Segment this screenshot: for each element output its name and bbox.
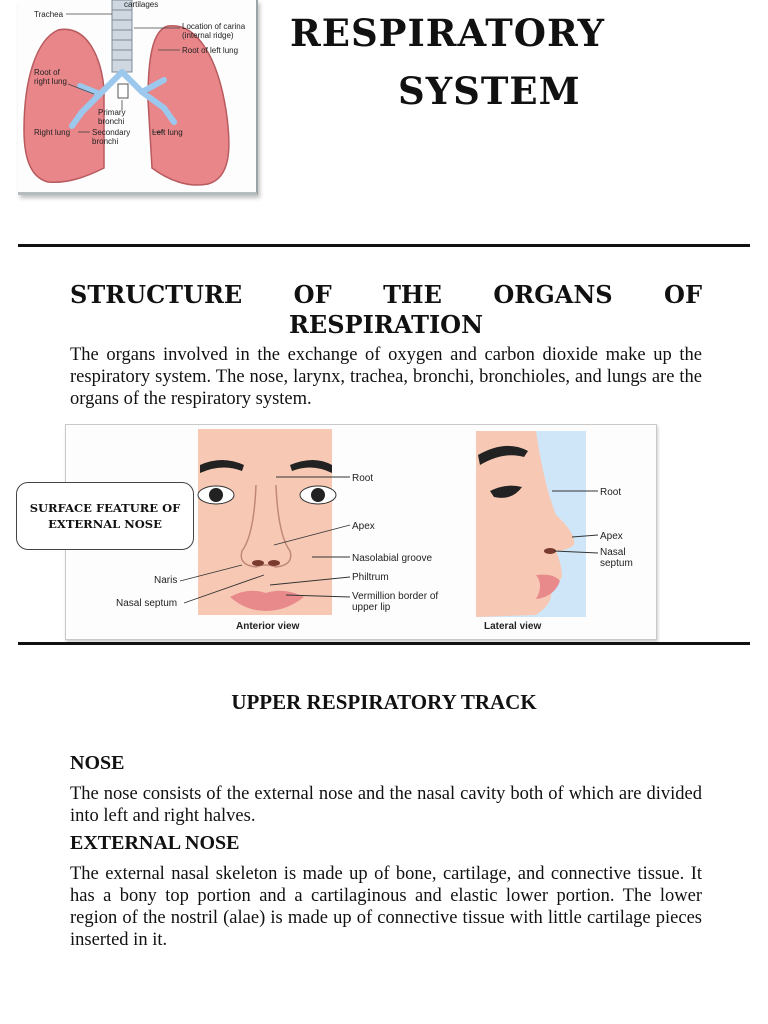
label-primary-bronchi: Primary bronchi [98, 108, 126, 126]
structure-heading-line-2: RESPIRATION [288, 310, 484, 339]
title-line-2: SYSTEM [398, 69, 581, 113]
anterior-septum-label: Nasal septum [116, 598, 178, 609]
external-nose-paragraph: The external nasal skeleton is made up of bone, cartilage, and connective tissue. It has a bony top portion and a cartilaginous and elastic lower portion. The lower region of the nostril (alae) is made up of connective tissue with little cartilage pieces inserted in it. [70, 864, 702, 950]
structure-paragraph: The organs involved in the exchange of oxygen and carbon dioxide make up the respiratory system. The nose, larynx, trachea, bronchi, bronchioles, and lungs are the organs of the respiratory system. [70, 345, 702, 409]
page-title [290, 4, 670, 120]
nose-heading: NOSE [70, 752, 125, 774]
divider-top [18, 244, 750, 247]
upper-heading: UPPER RESPIRATORY TRACK [231, 690, 537, 714]
anterior-apex-label: Apex [352, 521, 375, 532]
lateral-caption: Lateral view [484, 621, 542, 632]
label-carina: Location of carina (internal ridge) [182, 22, 246, 40]
title-line-1: RESPIRATORY [290, 11, 606, 55]
surface-feature-callout: SURFACE FEATURE OF EXTERNAL NOSE [16, 482, 194, 550]
nose-paragraph: The nose consists of the external nose and the nasal cavity both of which are divided into left and right halves. [70, 784, 702, 826]
anterior-naris-label: Naris [154, 575, 178, 586]
lungs-figure [18, 0, 258, 195]
label-secondary-bronchi: Secondary bronchi [92, 128, 131, 146]
label-root-left: Root of left lung [182, 46, 239, 55]
lateral-root-label: Root [600, 487, 622, 498]
trachea-shape [112, 0, 132, 72]
anterior-vermillion-label: Vermillion border of upper lip [352, 591, 439, 613]
structure-heading-line-1: STRUCTURE OF THE ORGANS OF [70, 280, 702, 309]
label-right-lung: Right lung [34, 128, 71, 137]
divider-middle [18, 642, 750, 645]
anterior-root-label: Root [352, 473, 374, 484]
anterior-face [198, 429, 332, 615]
label-cartilages: cartilages [124, 0, 159, 9]
lateral-apex-label: Apex [600, 531, 623, 542]
lateral-septum-label: Nasal septum [600, 547, 633, 569]
anterior-caption: Anterior view [236, 621, 300, 632]
label-trachea: Trachea [34, 10, 64, 19]
anterior-nasolabial-label: Nasolabial groove [352, 553, 433, 564]
label-root-right: Root of right lung [34, 68, 67, 86]
anterior-philtrum-label: Philtrum [352, 572, 389, 583]
external-nose-heading: EXTERNAL NOSE [70, 832, 240, 854]
label-left-lung: Left lung [152, 128, 183, 137]
